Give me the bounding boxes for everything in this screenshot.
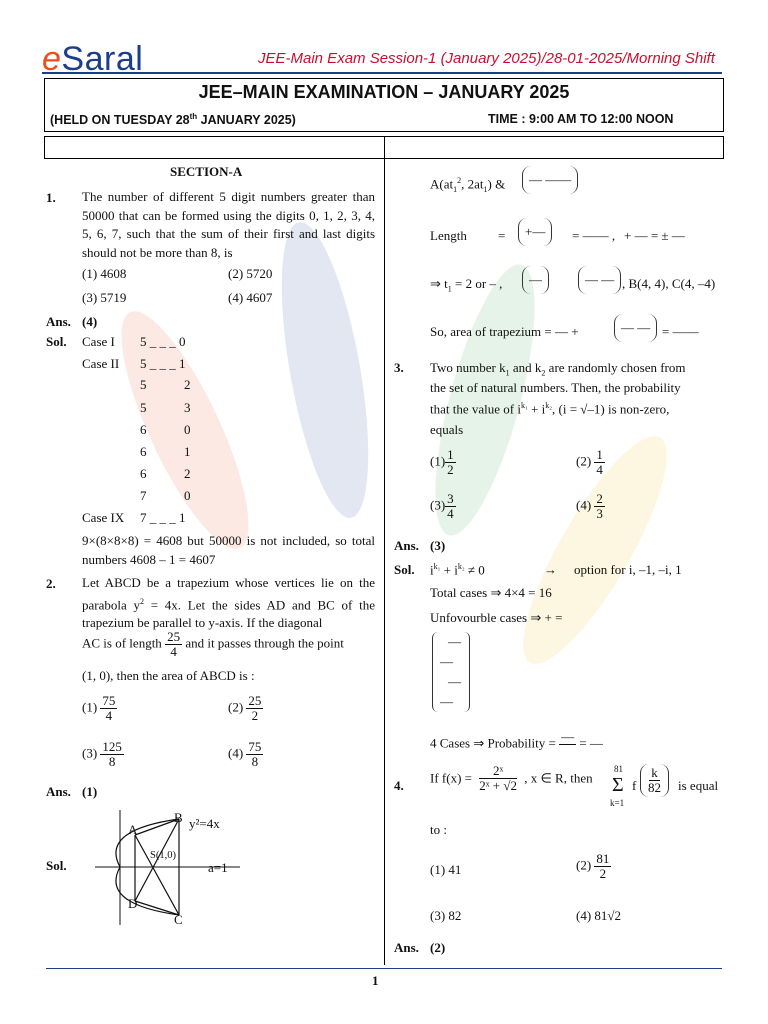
summation-upper: 81: [614, 764, 623, 774]
question-text-line: equals: [430, 422, 464, 437]
answer-label: Ans.: [46, 784, 71, 799]
watermark-shape: [264, 216, 385, 524]
question-text-line: to :: [430, 822, 447, 837]
solution-fragment: + — = ± —: [624, 228, 685, 243]
expression-paren: —: [522, 266, 549, 294]
section-title: SECTION-A: [170, 164, 243, 179]
solution-line: $A(at_1^2$, $2at_1$) &: [430, 176, 506, 194]
solution-line: 4 Cases ⇒ Probability = — = —: [430, 729, 603, 751]
question-text-line: is equal: [678, 778, 719, 793]
k-over-82-paren: $\frac{k}{82}$: [640, 764, 669, 797]
case-first-digit: 7: [140, 488, 147, 503]
header-rule: [42, 72, 722, 74]
case-first-digit: 6: [140, 466, 147, 481]
solution-line: ⇒ $t_1 = 2$ or – ,: [430, 276, 503, 294]
question-text: The number of different 5 digit numbers greater than 50000 that can be formed using the digits 0, 1, 2, 3, 4, 5, 6, 7, such that the sum of their first and last digits should not be more than 8, is: [82, 189, 375, 260]
case-value: 5 _ _ _ 1: [140, 356, 186, 371]
case-last-digit: 0: [184, 488, 191, 503]
footer-rule: [46, 968, 722, 969]
summation-lower: k=1: [610, 798, 625, 808]
question-number: 3.: [394, 360, 404, 375]
page-title: JEE–MAIN EXAMINATION – JANUARY 2025: [198, 82, 570, 102]
equals-sign: =: [498, 228, 506, 243]
question-text-line: AC is of length $\frac{25}{4}$ and it passes through the point: [82, 629, 344, 659]
blank-row-divider: [384, 136, 385, 159]
option: (1) $\frac{1}{2}$: [430, 447, 454, 477]
exam-time: TIME : 9:00 AM TO 12:00 NOON: [488, 112, 674, 126]
solution-label: Sol.: [46, 858, 67, 873]
case-label: Case I: [82, 334, 115, 349]
vertex-label-a: A: [128, 822, 138, 837]
option: (1) 4608: [82, 266, 127, 281]
length-label: Length: [430, 228, 467, 243]
exam-info: JEE-Main Exam Session-1 (January 2025)/28-01-2025/Morning Shift: [258, 50, 715, 67]
page-number: 1: [372, 973, 379, 988]
esaral-logo: eSaral: [42, 40, 144, 78]
focus-label: S(1,0): [150, 850, 176, 861]
case-first-digit: 6: [140, 422, 147, 437]
option: (1) 41: [430, 862, 462, 877]
expression-paren: +—: [518, 218, 552, 246]
answer-label: Ans.: [394, 940, 419, 955]
option: (1) $\frac{75}{4}$: [82, 693, 116, 723]
case-label: Case II: [82, 356, 120, 371]
bracket-item: —: [440, 694, 453, 709]
option: (4) $\frac{2}{3}$: [576, 491, 603, 521]
option: (4) $\frac{75}{8}$: [228, 739, 262, 769]
arrow-icon: →: [544, 562, 557, 577]
parabola-label: y²=4x: [189, 816, 220, 831]
bracket-item: —: [448, 674, 461, 689]
question-number: 4.: [394, 778, 404, 793]
option: (2) $\frac{81}{2}$: [576, 851, 610, 881]
option: (3) 5719: [82, 290, 127, 305]
line-label: a=1: [208, 860, 228, 875]
points-bc: , B(4, 4), C(4, –4): [622, 276, 716, 291]
case-last-digit: 3: [184, 400, 191, 415]
case-first-digit: 5: [140, 377, 147, 392]
option: (3) 82: [430, 908, 462, 923]
function-fraction: $\frac{\text{2ˣ}}{\text{2ˣ + √2}}$: [479, 763, 517, 793]
case-last-digit: 0: [184, 422, 191, 437]
solution-line: $i^{k_1} + i^{k_2} \ne 0$: [430, 562, 485, 578]
question-text: Let ABCD be a trapezium whose vertices lie on the parabola $y^2 = 4x$. Let the sides AD and BC of the trapezium be parallel to y-axis. If the diagonal: [82, 575, 375, 631]
answer-label: Ans.: [46, 314, 71, 329]
option: (2) $\frac{25}{2}$: [228, 693, 262, 723]
option: (4) 4607: [228, 290, 273, 305]
solution-line: Unfovourble cases ⇒ + =: [430, 610, 563, 625]
column-divider: [384, 159, 385, 965]
diagonal-length-fraction: $\frac{25}{4}$: [167, 629, 181, 659]
case-last-digit: 2: [184, 377, 191, 392]
bracket-item: —: [440, 654, 453, 669]
question-text-line: If f(x) = $\frac{\text{2ˣ}}{\text{2ˣ + √2}}$ , x ∈ R, then: [430, 763, 593, 793]
option: (2) $\frac{1}{4}$: [576, 447, 603, 477]
area-line: So, area of trapezium = — +: [430, 324, 579, 339]
solution-fragment: = —— ,: [572, 228, 616, 243]
vertex-label-c: C: [174, 912, 183, 927]
question-text-line: the set of natural numbers. Then, the probability: [430, 380, 681, 395]
solution-fragment: = ——: [662, 324, 699, 339]
solution-fragment: option for i, –1, –i, 1: [574, 562, 682, 577]
case-value: 7 _ _ _ 1: [140, 510, 186, 525]
question-text-line: (1, 0), then the area of ABCD is :: [82, 668, 255, 683]
question-number: 1.: [46, 190, 56, 205]
case-label: Case IX: [82, 510, 125, 525]
expression-paren: — —: [614, 314, 657, 342]
solution-line: Total cases ⇒ 4×4 = 16: [430, 585, 552, 600]
vertex-label-d: D: [128, 896, 138, 911]
option: (3) $\frac{125}{8}$: [82, 739, 122, 769]
summation-icon: Σ: [612, 774, 624, 796]
case-value: 5 _ _ _ 0: [140, 334, 186, 349]
answer-value: (4): [82, 314, 98, 329]
solution-label: Sol.: [46, 334, 67, 349]
case-last-digit: 1: [184, 444, 191, 459]
case-first-digit: 5: [140, 400, 147, 415]
option: (4) 81√2: [576, 908, 622, 923]
expression-paren: — —: [578, 266, 621, 294]
case-first-digit: 6: [140, 444, 147, 459]
answer-value: (2): [430, 940, 446, 955]
question-text-line: Two number $k_1$ and $k_2$ are randomly chosen from: [430, 360, 686, 378]
answer-value: (3): [430, 538, 446, 553]
solution-final: 9×(8×8×8) = 4608 but 50000 is not included, so total numbers 4608 – 1 = 4607: [82, 533, 375, 567]
held-date: (HELD ON TUESDAY 28th JANUARY 2025): [50, 112, 296, 128]
option: (2) 5720: [228, 266, 273, 281]
function-symbol: f: [632, 778, 637, 793]
solution-label: Sol.: [394, 562, 415, 577]
question-text-line: that the value of $i^{k_1} + i^{k_2}$, (i = √–1) is non-zero,: [430, 401, 670, 417]
case-last-digit: 2: [184, 466, 191, 481]
option: (3) $\frac{3}{4}$: [430, 491, 454, 521]
answer-value: (1): [82, 784, 98, 799]
question-number: 2.: [46, 576, 56, 591]
vertex-label-b: B: [174, 810, 183, 825]
bracket-item: —: [448, 634, 461, 649]
expression-paren: — ——: [522, 166, 578, 194]
answer-label: Ans.: [394, 538, 419, 553]
